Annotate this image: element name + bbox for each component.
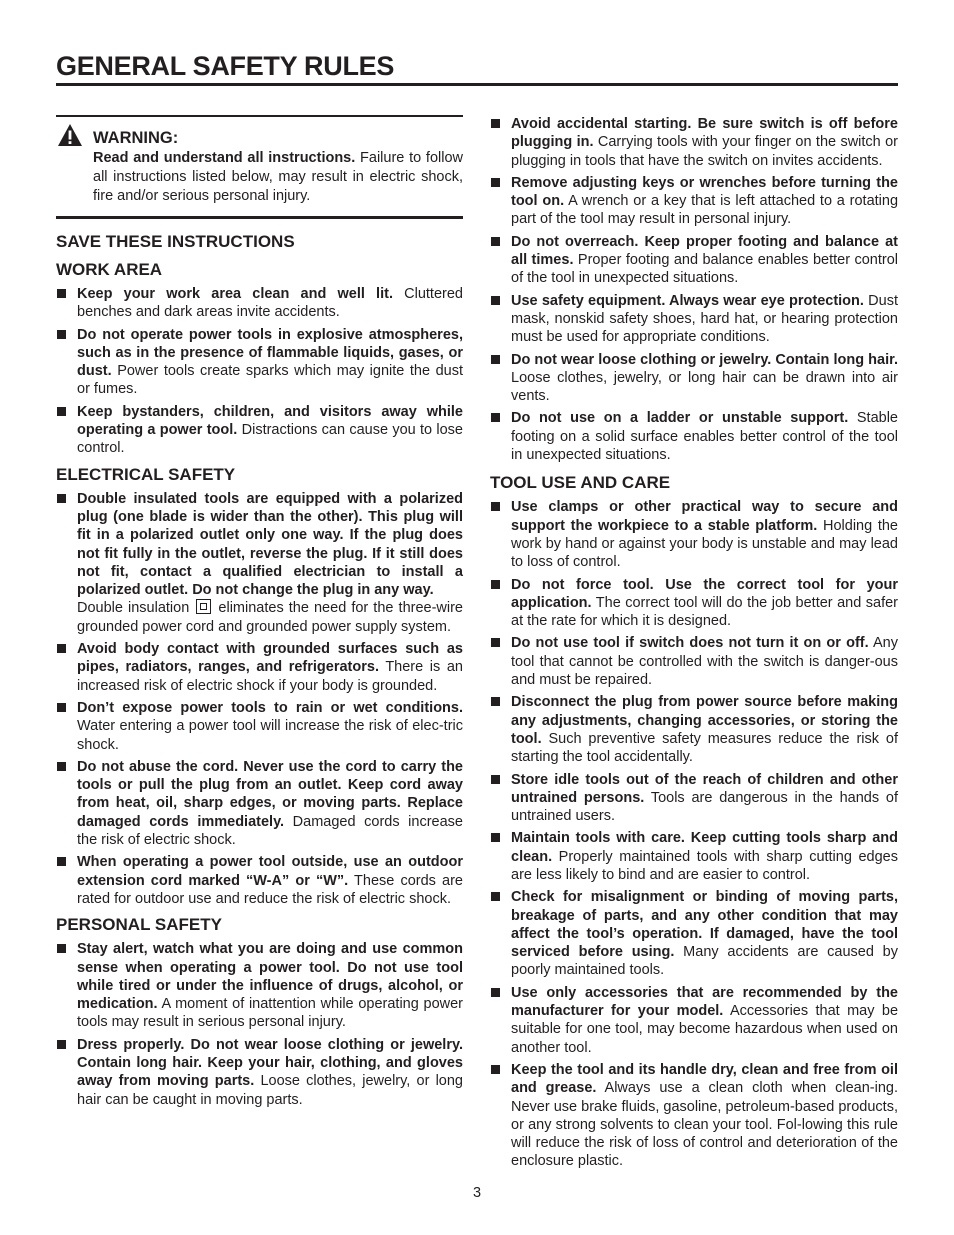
rule-lead: Don’t expose power tools to rain or wet conditions.	[77, 699, 463, 716]
bullet-square-icon	[491, 1065, 500, 1074]
bullet-square-icon	[491, 119, 500, 128]
rule-lead: Use safety equipment. Always wear eye protection.	[511, 292, 864, 309]
rule-text: Power tools create sparks which may ignite the dust or fumes.	[77, 363, 463, 398]
rule-text: Tools are dangerous in the hands of untrained users.	[511, 789, 898, 825]
bullet-square-icon	[57, 289, 66, 298]
bullet-square-icon	[491, 638, 500, 647]
rule-text: Loose clothes, jewelry, or long hair can be caught in moving parts.	[77, 1073, 463, 1108]
list-item	[490, 1061, 898, 1171]
rule-lead: Dress properly. Do not wear loose clothing or jewelry. Contain long hair. Keep your hair, clothing, and gloves away from moving parts.	[77, 1036, 463, 1090]
bullet-square-icon	[57, 857, 66, 866]
bullet-square-icon	[491, 502, 500, 511]
rule-text: Such preventive safety measures reduce the risk of starting the tool accidentally.	[511, 730, 898, 766]
bullet-square-icon	[57, 644, 66, 653]
rule-lead: Stay alert, watch what you are doing and use common sense when operating a power tool. Do not use tool while tired or under the influence of drugs, alcohol, or medication.	[77, 941, 463, 1013]
electrical-safety-rules	[56, 490, 463, 909]
rule-text: Damaged cords increase the risk of electric shock.	[77, 813, 463, 849]
bullet-square-icon	[491, 355, 500, 364]
bullet-square-icon	[491, 413, 500, 422]
list-item	[56, 403, 463, 458]
electrical-safety-heading: ELECTRICAL SAFETY	[56, 464, 236, 484]
list-item	[56, 758, 463, 849]
warning-label: WARNING:	[93, 129, 179, 147]
right-column	[490, 115, 898, 1175]
list-item	[490, 634, 898, 689]
bullet-square-icon	[57, 494, 66, 503]
warning-triangle-icon	[57, 123, 83, 147]
warning-lead: Read and understand all instructions.	[93, 150, 356, 166]
bullet-square-icon	[57, 944, 66, 953]
rule-text: Any tool that cannot be controlled with the switch is danger-ous and must be repaired.	[511, 635, 898, 689]
rule-lead: Do not overreach. Keep proper footing and balance at all times.	[511, 233, 898, 269]
rule-text: Proper footing and balance enables better control of the tool in unexpected situations.	[511, 252, 899, 287]
rule-lead: Do not use tool if switch does not turn it on or off.	[511, 635, 869, 652]
rule-lead: Remove adjusting keys or wrenches before turning the tool on.	[511, 174, 898, 210]
rule-text: These cords are rated for outdoor use and reduce the risk of electric shock.	[77, 872, 463, 907]
rule-lead: Do not wear loose clothing or jewelry. Contain long hair.	[511, 351, 898, 368]
list-item	[56, 853, 463, 908]
bullet-square-icon	[57, 762, 66, 771]
bullet-square-icon	[491, 833, 500, 842]
warning-text	[93, 149, 463, 206]
bullet-square-icon	[491, 892, 500, 901]
list-item	[490, 693, 898, 766]
list-item	[490, 576, 898, 631]
list-item	[490, 829, 898, 884]
list-item	[490, 409, 898, 464]
rule-text: The correct tool will do the job better and safer at the rate for which it is designed.	[511, 594, 898, 630]
rule-text: Double insulation	[77, 600, 190, 617]
rule-lead: Keep the tool and its handle dry, clean and free from oil and grease.	[511, 1061, 898, 1097]
personal-safety-rules-left	[56, 940, 463, 1109]
rule-lead: Use clamps or other practical way to secure and support the workpiece to a stable platform.	[511, 499, 898, 534]
list-item	[490, 233, 898, 288]
rule-text: Loose clothes, jewelry, or long hair can be drawn into air vents.	[511, 369, 898, 405]
list-item	[56, 1036, 463, 1109]
rule-lead: When operating a power tool outside, use an outdoor extension cord marked “W-A” or “W”.	[77, 854, 463, 889]
list-item	[490, 771, 898, 826]
list-item	[490, 984, 898, 1057]
rule-lead: Do not abuse the cord. Never use the cord to carry the tools or pull the plug from an outlet. Keep cord away from heat, oil, sharp edges, or moving parts. Replace damaged cords immediately.	[77, 758, 463, 830]
rule-text: There is an increased risk of electric shock if your body is grounded.	[77, 659, 463, 694]
list-item	[56, 699, 463, 754]
rule-lead: Keep your work area clean and well lit.	[77, 286, 393, 302]
rule-lead: Do not force tool. Use the correct tool for your application.	[511, 576, 898, 611]
bullet-square-icon	[491, 178, 500, 187]
double-insulation-icon	[196, 599, 211, 614]
tool-use-heading: TOOL USE AND CARE	[490, 473, 671, 493]
rule-lead: Keep bystanders, children, and visitors away while operating a power tool.	[77, 403, 463, 439]
rule-lead: Do not operate power tools in explosive atmospheres, such as in the presence of flammable liquids, gases, or dust.	[77, 326, 463, 380]
list-item	[490, 292, 898, 347]
warning-body: Failure to follow all instructions listed below, may result in electric shock, fire and/or serious personal injury.	[93, 150, 463, 204]
bullet-square-icon	[57, 1040, 66, 1049]
rule-text: A wrench or a key that is left attached to a rotating part of the tool may result in personal injury.	[511, 193, 899, 228]
rule-lead: Maintain tools with care. Keep cutting tools sharp and clean.	[511, 830, 898, 865]
bullet-square-icon	[491, 296, 500, 305]
page-title: GENERAL SAFETY RULES	[56, 50, 898, 86]
rule-text: Cluttered benches and dark areas invite accidents.	[77, 286, 463, 321]
page-number: 3	[472, 1185, 482, 1201]
rule-text: Holding the work by hand or against your body is unstable and may lead to loss of control.	[511, 517, 898, 571]
list-item	[56, 640, 463, 695]
rule-text: Carrying tools with your finger on the switch or plugging in tools that have the switch on invites accidents.	[511, 134, 898, 169]
rule-text: Dust mask, nonskid safety shoes, hard hat, or hearing protection must be used for appropriate conditions.	[511, 292, 898, 346]
list-item	[490, 174, 898, 229]
rule-text: Stable footing on a solid surface enables better control of the tool in unexpected situations.	[511, 410, 898, 464]
personal-safety-heading: PERSONAL SAFETY	[56, 915, 222, 935]
rule-text: Many accidents are caused by poorly maintained tools.	[511, 944, 898, 979]
rule-text: Water entering a power tool will increase the risk of elec-tric shock.	[77, 718, 463, 753]
rule-text: Accessories that may be suitable for one tool, may become hazardous when used on another tool.	[511, 1003, 899, 1056]
rule-lead: Check for misalignment or binding of moving parts, breakage of parts, and any other condition that may affect the tool’s operation. If damaged, have the tool serviced before using.	[511, 889, 898, 961]
rule-text: Distractions can cause you to lose control.	[77, 422, 463, 457]
bullet-square-icon	[491, 697, 500, 706]
rule-lead: Avoid accidental starting. Be sure switch is off before plugging in.	[511, 116, 898, 151]
bullet-square-icon	[57, 407, 66, 416]
list-item	[490, 351, 898, 406]
bullet-square-icon	[57, 703, 66, 712]
bullet-square-icon	[491, 237, 500, 246]
warning-box	[56, 115, 463, 219]
list-item	[56, 326, 463, 399]
bullet-square-icon	[57, 330, 66, 339]
rule-text: Properly maintained tools with sharp cutting edges are less likely to bind and are easier to control.	[511, 848, 898, 883]
rule-lead: Do not use on a ladder or unstable support.	[511, 410, 849, 427]
tool-use-rules	[490, 498, 898, 1170]
rule-lead: Disconnect the plug from power source before making any adjustments, changing accessories, or storing the tool.	[511, 694, 898, 747]
rule-text: Always use a clean cloth when clean-ing. Never use brake fluids, gasoline, petroleum-based products, or any strong solvents to clean your tool. Fol-lowing this rule will reduce the risk of loss of control and deterioration of the enclosure plastic.	[511, 1080, 898, 1170]
rule-lead: Double insulated tools are equipped with a polarized plug (one blade is wider than the other). This plug will fit in a polarized outlet only one way. If the plug does not fit fully in the outlet, reverse the plug. If it still does not fit, contact a qualified electrician to install a polarized outlet. Do not change the plug in any way.	[77, 490, 463, 599]
rule-text: A moment of inattention while operating power tools may result in serious personal injury.	[77, 996, 463, 1031]
left-column	[56, 115, 463, 1113]
rule-lead: Store idle tools out of the reach of children and other untrained persons.	[511, 771, 898, 806]
work-area-rules	[56, 285, 463, 458]
list-item	[56, 940, 463, 1031]
rule-lead: Use only accessories that are recommended by the manufacturer for your model.	[511, 984, 898, 1020]
list-item	[56, 285, 463, 322]
work-area-heading: WORK AREA	[56, 260, 163, 279]
personal-safety-rules-right	[490, 115, 898, 464]
bullet-square-icon	[491, 580, 500, 589]
save-instructions-heading: SAVE THESE INSTRUCTIONS	[56, 232, 295, 251]
list-item	[490, 498, 898, 571]
rule-text: eliminates the need for the three-wire grounded power cord and grounded power supply system.	[77, 600, 463, 635]
bullet-square-icon	[491, 775, 500, 784]
rule-lead: Avoid body contact with grounded surfaces such as pipes, radiators, ranges, and refrigerators.	[77, 641, 463, 676]
bullet-square-icon	[491, 988, 500, 997]
list-item	[490, 115, 898, 170]
list-item	[490, 888, 898, 979]
list-item	[56, 490, 463, 636]
